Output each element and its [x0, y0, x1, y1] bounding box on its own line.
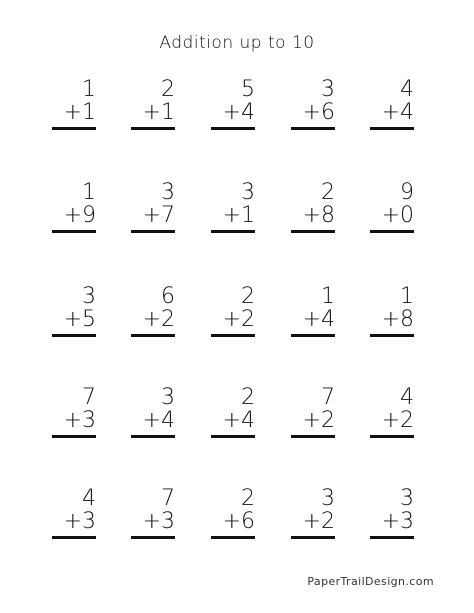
top-number: 3 — [321, 77, 335, 102]
addend: +4 — [222, 408, 255, 433]
addend: +5 — [63, 307, 96, 332]
addend: +1 — [222, 203, 255, 228]
top-number: 3 — [241, 180, 255, 205]
top-number: 7 — [82, 385, 96, 410]
answer-line — [52, 230, 96, 233]
addend: +3 — [381, 509, 414, 534]
top-number: 4 — [400, 77, 414, 102]
addend: +3 — [63, 509, 96, 534]
addend: +2 — [222, 307, 255, 332]
answer-line — [211, 230, 255, 233]
addition-problem — [52, 182, 96, 234]
addition-problem — [131, 182, 175, 234]
addend: +4 — [142, 408, 175, 433]
answer-line — [211, 127, 255, 130]
addend: +2 — [142, 307, 175, 332]
addition-problem — [131, 286, 175, 338]
addition-problem — [131, 387, 175, 439]
top-number: 4 — [82, 486, 96, 511]
addend: +8 — [381, 307, 414, 332]
top-number: 3 — [321, 486, 335, 511]
addend: +4 — [222, 100, 255, 125]
answer-line — [52, 536, 96, 539]
addend: +1 — [63, 100, 96, 125]
answer-line — [291, 230, 335, 233]
answer-line — [52, 127, 96, 130]
top-number: 3 — [161, 385, 175, 410]
addition-problem — [211, 182, 255, 234]
answer-line — [131, 536, 175, 539]
addition-problem — [211, 488, 255, 540]
answer-line — [370, 435, 414, 438]
addend: +7 — [142, 203, 175, 228]
addend: +8 — [302, 203, 335, 228]
addend: +1 — [142, 100, 175, 125]
addition-problem — [370, 79, 414, 131]
top-number: 7 — [161, 486, 175, 511]
footer-website: PaperTrailDesign.com — [307, 575, 434, 588]
top-number: 9 — [400, 180, 414, 205]
answer-line — [370, 536, 414, 539]
addition-problem — [211, 286, 255, 338]
answer-line — [52, 334, 96, 337]
addend: +6 — [302, 100, 335, 125]
addend: +2 — [302, 408, 335, 433]
answer-line — [211, 536, 255, 539]
answer-line — [52, 435, 96, 438]
addend: +4 — [302, 307, 335, 332]
addition-problem — [370, 387, 414, 439]
top-number: 2 — [321, 180, 335, 205]
addition-problem — [52, 79, 96, 131]
answer-line — [131, 230, 175, 233]
addition-problem — [370, 182, 414, 234]
addition-problem — [291, 286, 335, 338]
answer-line — [370, 230, 414, 233]
addition-problem — [52, 488, 96, 540]
answer-line — [211, 435, 255, 438]
top-number: 2 — [241, 486, 255, 511]
top-number: 2 — [241, 385, 255, 410]
top-number: 1 — [82, 180, 96, 205]
answer-line — [131, 334, 175, 337]
addition-problem — [370, 286, 414, 338]
addend: +2 — [381, 408, 414, 433]
top-number: 3 — [161, 180, 175, 205]
top-number: 3 — [82, 284, 96, 309]
worksheet-title: Addition up to 10 — [159, 33, 315, 53]
addition-problem — [131, 488, 175, 540]
top-number: 1 — [400, 284, 414, 309]
addend: +6 — [222, 509, 255, 534]
top-number: 6 — [161, 284, 175, 309]
addend: +3 — [63, 408, 96, 433]
addition-problem — [52, 387, 96, 439]
top-number: 5 — [241, 77, 255, 102]
addition-problem — [370, 488, 414, 540]
answer-line — [291, 435, 335, 438]
answer-line — [291, 536, 335, 539]
top-number: 7 — [321, 385, 335, 410]
addition-problem — [291, 488, 335, 540]
answer-line — [291, 127, 335, 130]
addition-problem — [131, 79, 175, 131]
top-number: 2 — [161, 77, 175, 102]
addition-problem — [291, 387, 335, 439]
answer-line — [131, 127, 175, 130]
addition-problem — [291, 79, 335, 131]
addition-problem — [52, 286, 96, 338]
top-number: 1 — [82, 77, 96, 102]
answer-line — [370, 127, 414, 130]
answer-line — [291, 334, 335, 337]
answer-line — [370, 334, 414, 337]
answer-line — [211, 334, 255, 337]
answer-line — [131, 435, 175, 438]
addition-problem — [291, 182, 335, 234]
top-number: 1 — [321, 284, 335, 309]
addition-problem — [211, 387, 255, 439]
top-number: 4 — [400, 385, 414, 410]
addend: +4 — [381, 100, 414, 125]
addition-problem — [211, 79, 255, 131]
top-number: 2 — [241, 284, 255, 309]
top-number: 3 — [400, 486, 414, 511]
addend: +9 — [63, 203, 96, 228]
addend: +2 — [302, 509, 335, 534]
addend: +0 — [381, 203, 414, 228]
addend: +3 — [142, 509, 175, 534]
